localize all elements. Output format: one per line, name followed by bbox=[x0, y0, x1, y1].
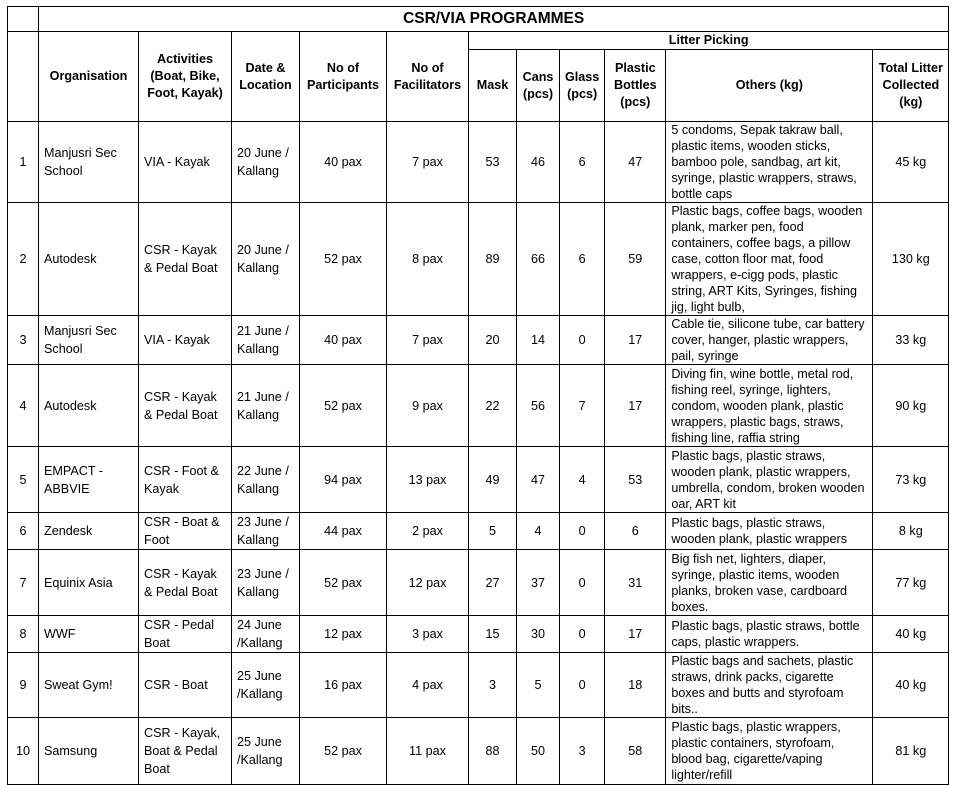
table-row bbox=[8, 447, 949, 513]
cell-activities: CSR - Boat & Foot bbox=[139, 513, 232, 550]
cell-no: 7 bbox=[8, 550, 39, 616]
cell-others: Plastic bags, coffee bags, wooden plank, marker pen, food containers, coffee bags, a pillow case, cotton floor mat, food wrappers, e-cigg pods, plastic string, ART Kits, Syringes, fishing jig, light bulb, bbox=[666, 203, 873, 316]
table-row bbox=[8, 718, 949, 785]
cell-activities: CSR - Foot & Kayak bbox=[139, 447, 232, 513]
cell-glass: 7 bbox=[560, 365, 605, 447]
cell-organisation: Manjusri Sec School bbox=[39, 122, 139, 203]
cell-no: 10 bbox=[8, 718, 39, 785]
cell-glass: 0 bbox=[560, 653, 605, 718]
cell-no: 9 bbox=[8, 653, 39, 718]
cell-mask: 20 bbox=[469, 316, 517, 365]
table-row bbox=[8, 550, 949, 616]
cell-activities: CSR - Kayak, Boat & Pedal Boat bbox=[139, 718, 232, 785]
cell-plastic-bottles: 17 bbox=[605, 365, 666, 447]
cell-date-location: 21 June / Kallang bbox=[232, 365, 300, 447]
cell-participants: 44 pax bbox=[300, 513, 387, 550]
table-row bbox=[8, 203, 949, 316]
cell-plastic-bottles: 59 bbox=[605, 203, 666, 316]
csr-via-programmes-table bbox=[7, 6, 949, 785]
cell-cans: 14 bbox=[517, 316, 560, 365]
cell-facilitators: 11 pax bbox=[387, 718, 469, 785]
cell-plastic-bottles: 58 bbox=[605, 718, 666, 785]
cell-organisation: Autodesk bbox=[39, 203, 139, 316]
cell-mask: 3 bbox=[469, 653, 517, 718]
cell-no: 4 bbox=[8, 365, 39, 447]
cell-total-litter: 40 kg bbox=[873, 616, 949, 653]
cell-no: 3 bbox=[8, 316, 39, 365]
table-row bbox=[8, 513, 949, 550]
cell-total-litter: 77 kg bbox=[873, 550, 949, 616]
cell-facilitators: 2 pax bbox=[387, 513, 469, 550]
cell-organisation: WWF bbox=[39, 616, 139, 653]
cell-plastic-bottles: 31 bbox=[605, 550, 666, 616]
cell-no: 6 bbox=[8, 513, 39, 550]
cell-cans: 56 bbox=[517, 365, 560, 447]
header-participants: No of Participants bbox=[300, 32, 387, 122]
cell-mask: 5 bbox=[469, 513, 517, 550]
cell-plastic-bottles: 17 bbox=[605, 316, 666, 365]
cell-organisation: Equinix Asia bbox=[39, 550, 139, 616]
header-activities: Activities (Boat, Bike, Foot, Kayak) bbox=[139, 32, 232, 122]
cell-facilitators: 7 pax bbox=[387, 316, 469, 365]
corner-cell bbox=[8, 7, 39, 32]
header-mask: Mask bbox=[469, 50, 517, 122]
cell-others: Cable tie, silicone tube, car battery cover, hanger, plastic wrappers, pail, syringe bbox=[666, 316, 873, 365]
cell-activities: CSR - Kayak & Pedal Boat bbox=[139, 365, 232, 447]
cell-plastic-bottles: 6 bbox=[605, 513, 666, 550]
table-title: CSR/VIA PROGRAMMES bbox=[39, 7, 949, 32]
cell-participants: 52 pax bbox=[300, 365, 387, 447]
cell-glass: 0 bbox=[560, 316, 605, 365]
cell-glass: 0 bbox=[560, 550, 605, 616]
cell-total-litter: 8 kg bbox=[873, 513, 949, 550]
cell-total-litter: 81 kg bbox=[873, 718, 949, 785]
cell-glass: 0 bbox=[560, 513, 605, 550]
cell-total-litter: 73 kg bbox=[873, 447, 949, 513]
header-date-location: Date & Location bbox=[232, 32, 300, 122]
cell-plastic-bottles: 47 bbox=[605, 122, 666, 203]
cell-plastic-bottles: 53 bbox=[605, 447, 666, 513]
cell-cans: 4 bbox=[517, 513, 560, 550]
cell-organisation: EMPACT - ABBVIE bbox=[39, 447, 139, 513]
cell-cans: 50 bbox=[517, 718, 560, 785]
table-row bbox=[8, 365, 949, 447]
cell-cans: 47 bbox=[517, 447, 560, 513]
cell-others: Plastic bags, plastic wrappers, plastic containers, styrofoam, blood bag, cigarette/vaping lighter/refill bbox=[666, 718, 873, 785]
table-row bbox=[8, 653, 949, 718]
cell-cans: 46 bbox=[517, 122, 560, 203]
cell-others: Plastic bags, plastic straws, bottle caps, plastic wrappers. bbox=[666, 616, 873, 653]
cell-cans: 30 bbox=[517, 616, 560, 653]
cell-organisation: Zendesk bbox=[39, 513, 139, 550]
cell-date-location: 21 June / Kallang bbox=[232, 316, 300, 365]
cell-others: Plastic bags and sachets, plastic straws, drink packs, cigarette boxes and butts and styrofoam bits.. bbox=[666, 653, 873, 718]
cell-cans: 37 bbox=[517, 550, 560, 616]
cell-plastic-bottles: 17 bbox=[605, 616, 666, 653]
table-row bbox=[8, 122, 949, 203]
table-body bbox=[8, 122, 949, 785]
header-others: Others (kg) bbox=[666, 50, 873, 122]
cell-facilitators: 9 pax bbox=[387, 365, 469, 447]
cell-mask: 22 bbox=[469, 365, 517, 447]
cell-mask: 27 bbox=[469, 550, 517, 616]
cell-facilitators: 4 pax bbox=[387, 653, 469, 718]
cell-facilitators: 12 pax bbox=[387, 550, 469, 616]
cell-date-location: 23 June / Kallang bbox=[232, 550, 300, 616]
cell-organisation: Samsung bbox=[39, 718, 139, 785]
cell-total-litter: 90 kg bbox=[873, 365, 949, 447]
cell-glass: 4 bbox=[560, 447, 605, 513]
cell-activities: CSR - Kayak & Pedal Boat bbox=[139, 203, 232, 316]
cell-no: 1 bbox=[8, 122, 39, 203]
cell-total-litter: 45 kg bbox=[873, 122, 949, 203]
cell-activities: CSR - Boat bbox=[139, 653, 232, 718]
header-litter-picking-group: Litter Picking bbox=[469, 32, 949, 50]
cell-others: Plastic bags, plastic straws, wooden plank, plastic wrappers, umbrella, condom, broken wooden oar, ART kit bbox=[666, 447, 873, 513]
table-row bbox=[8, 316, 949, 365]
cell-date-location: 20 June / Kallang bbox=[232, 203, 300, 316]
cell-date-location: 22 June / Kallang bbox=[232, 447, 300, 513]
cell-glass: 3 bbox=[560, 718, 605, 785]
cell-total-litter: 130 kg bbox=[873, 203, 949, 316]
cell-date-location: 25 June /Kallang bbox=[232, 653, 300, 718]
cell-others: 5 condoms, Sepak takraw ball, plastic items, wooden sticks, bamboo pole, sandbag, art kit, syringe, plastic wrappers, straws, bottle caps bbox=[666, 122, 873, 203]
header-plastic-bottles: Plastic Bottles (pcs) bbox=[605, 50, 666, 122]
cell-mask: 88 bbox=[469, 718, 517, 785]
cell-glass: 6 bbox=[560, 203, 605, 316]
header-no bbox=[8, 32, 39, 122]
cell-others: Big fish net, lighters, diaper, syringe, plastic items, wooden planks, broken vase, cardboard boxes. bbox=[666, 550, 873, 616]
cell-participants: 16 pax bbox=[300, 653, 387, 718]
cell-facilitators: 3 pax bbox=[387, 616, 469, 653]
cell-organisation: Sweat Gym! bbox=[39, 653, 139, 718]
cell-mask: 89 bbox=[469, 203, 517, 316]
cell-glass: 6 bbox=[560, 122, 605, 203]
cell-others: Diving fin, wine bottle, metal rod, fishing reel, syringe, lighters, condom, wooden plank, plastic wrappers, plastic bags, straws, fishing line, raffia string bbox=[666, 365, 873, 447]
cell-facilitators: 8 pax bbox=[387, 203, 469, 316]
cell-facilitators: 13 pax bbox=[387, 447, 469, 513]
header-total-litter: Total Litter Collected (kg) bbox=[873, 50, 949, 122]
cell-others: Plastic bags, plastic straws, wooden plank, plastic wrappers bbox=[666, 513, 873, 550]
cell-no: 2 bbox=[8, 203, 39, 316]
cell-participants: 52 pax bbox=[300, 550, 387, 616]
cell-participants: 40 pax bbox=[300, 122, 387, 203]
cell-mask: 15 bbox=[469, 616, 517, 653]
header-organisation: Organisation bbox=[39, 32, 139, 122]
cell-date-location: 23 June / Kallang bbox=[232, 513, 300, 550]
cell-participants: 40 pax bbox=[300, 316, 387, 365]
cell-total-litter: 40 kg bbox=[873, 653, 949, 718]
cell-participants: 94 pax bbox=[300, 447, 387, 513]
cell-no: 5 bbox=[8, 447, 39, 513]
cell-organisation: Manjusri Sec School bbox=[39, 316, 139, 365]
cell-activities: CSR - Pedal Boat bbox=[139, 616, 232, 653]
cell-glass: 0 bbox=[560, 616, 605, 653]
header-glass: Glass (pcs) bbox=[560, 50, 605, 122]
cell-cans: 5 bbox=[517, 653, 560, 718]
cell-plastic-bottles: 18 bbox=[605, 653, 666, 718]
cell-participants: 12 pax bbox=[300, 616, 387, 653]
header-cans: Cans (pcs) bbox=[517, 50, 560, 122]
cell-participants: 52 pax bbox=[300, 718, 387, 785]
cell-mask: 49 bbox=[469, 447, 517, 513]
table-row bbox=[8, 616, 949, 653]
cell-date-location: 25 June /Kallang bbox=[232, 718, 300, 785]
cell-facilitators: 7 pax bbox=[387, 122, 469, 203]
cell-date-location: 20 June / Kallang bbox=[232, 122, 300, 203]
header-facilitators: No of Facilitators bbox=[387, 32, 469, 122]
cell-activities: CSR - Kayak & Pedal Boat bbox=[139, 550, 232, 616]
cell-mask: 53 bbox=[469, 122, 517, 203]
cell-cans: 66 bbox=[517, 203, 560, 316]
cell-participants: 52 pax bbox=[300, 203, 387, 316]
cell-total-litter: 33 kg bbox=[873, 316, 949, 365]
cell-date-location: 24 June /Kallang bbox=[232, 616, 300, 653]
cell-activities: VIA - Kayak bbox=[139, 122, 232, 203]
cell-activities: VIA - Kayak bbox=[139, 316, 232, 365]
cell-organisation: Autodesk bbox=[39, 365, 139, 447]
cell-no: 8 bbox=[8, 616, 39, 653]
